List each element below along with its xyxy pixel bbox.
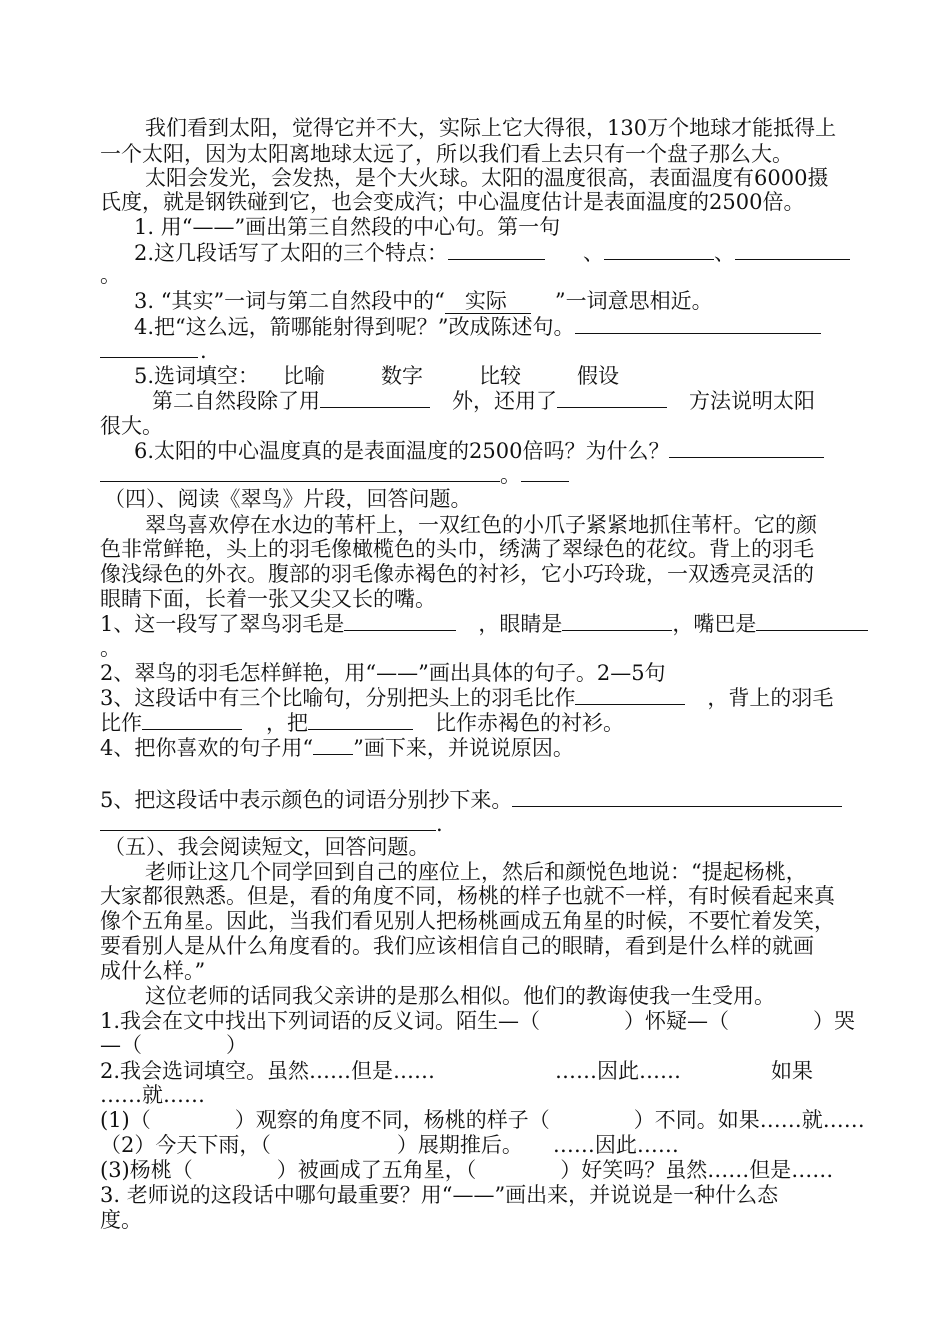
question-1: 1、这一段写了翠鸟羽毛是 ，眼睛是 ，嘴巴是 [100,610,868,638]
question-2: 2.我会选词填空。虽然……但是…… ……因此…… 如果 [100,1059,814,1083]
text-line: 成什么样。” [100,959,206,983]
answer-blank[interactable] [575,684,685,705]
answer-blank[interactable] [735,239,850,260]
text-line: . [100,337,207,365]
text-line: —（ ） [100,1033,247,1057]
blank-item-1: (1)（ ）观察的角度不同，杨桃的样子（ ）不同。如果……就…… [100,1108,865,1132]
text-line: ……就…… [100,1083,205,1107]
section-heading: （五）、我会阅读短文，回答问题。 [104,835,430,859]
answer-blank[interactable] [575,313,821,334]
answer-blank[interactable] [100,337,198,358]
blank-item-2: （2）今天下雨，（ ）展期推后。 ……因此…… [100,1133,679,1157]
text-line: 。 [100,636,121,660]
text-line: 像浅绿色的外衣。腹部的羽毛像赤褐色的衬衫，它小巧玲珑，一双透亮灵活的 [100,562,814,586]
text-line: . [100,810,443,838]
answer-blank[interactable] [448,239,545,260]
question-3: 3、这段话中有三个比喻句，分别把头上的羽毛比作 ，背上的羽毛 [100,686,834,710]
text-line: 度。 [100,1208,142,1232]
answer-blank[interactable] [512,786,842,807]
question-2: 2.这几段话写了太阳的三个特点： 、 、 [134,239,850,267]
answer-blank[interactable] [669,437,824,458]
text-line: 翠鸟喜欢停在水边的苇杆上，一双红色的小爪子紧紧地抓住苇杆。它的颜 [145,513,817,537]
answer-blank[interactable] [756,610,868,631]
text-line: 。 [100,461,569,489]
question-1: 1.我会在文中找出下列词语的反义词。陌生—（ ）怀疑—（ ）哭 [100,1009,856,1033]
text-line: 一个太阳，因为太阳离地球太远了，所以我们看上去只有一个盘子那么大。 [100,142,793,166]
text-line: 氏度，就是钢铁碰到它，也会变成汽；中心温度估计是表面温度的2500倍。 [100,190,805,214]
text-line: 大家都很熟悉。但是，看的角度不同，杨桃的样子也就不一样，有时候看起来真 [100,884,835,908]
text-line: 很大。 [100,414,163,438]
text-line: 比作 ，把 比作赤褐色的衬衫。 [100,711,624,735]
question-5: 5、把这段话中表示颜色的词语分别抄下来。 [100,786,842,814]
text-line: 眼睛下面，长着一张又尖又长的嘴。 [100,587,436,611]
question-1: 1. 用“——”画出第三自然段的中心句。第一句 [134,215,561,239]
text-line: 我们看到太阳，觉得它并不大，实际上它大得很，130万个地球才能抵得上 [145,116,837,140]
answer-blank[interactable] [557,387,667,408]
text-line: 太阳会发光，会发热，是个大火球。太阳的温度很高，表面温度有6000摄 [145,166,829,190]
question-3: 3. “其实”一词与第二自然段中的“ 实际 ”一词意思相近。 [134,289,713,313]
text-line: 要看别人是从什么角度看的。我们应该相信自己的眼睛，看到是什么样的就画 [100,934,814,958]
answer-blank[interactable] [308,709,413,730]
question-4: 4、把你喜欢的句子用“ ”画下来，并说说原因。 [100,736,574,760]
text-line: 色非常鲜艳，头上的羽毛像橄榄色的头巾，绣满了翠绿色的花纹。背上的羽毛 [100,537,814,561]
text-line: 这位老师的话同我父亲讲的是那么相似。他们的教诲使我一生受用。 [145,984,775,1008]
answer-blank[interactable] [344,610,456,631]
question-6: 6.太阳的中心温度真的是表面温度的2500倍吗？为什么？ [134,437,824,465]
blank-item-3: (3)杨桃（ ）被画成了五角星，（ ）好笑吗？虽然……但是…… [100,1158,834,1182]
answer-blank[interactable] [142,709,242,730]
answer-blank[interactable] [320,387,430,408]
answer-blank[interactable] [100,810,436,831]
question-3: 3. 老师说的这段话中哪句最重要？用“——”画出来，并说说是一种什么态 [100,1183,779,1207]
text-line: 。 [100,263,121,287]
answer-blank[interactable] [604,239,714,260]
text-line: 像个五角星。因此，当我们看见别人把杨桃画成五角星的时候，不要忙着发笑， [100,909,835,933]
question-4: 4.把“这么远，箭哪能射得到呢？”改成陈述句。 [134,313,821,341]
question-2: 2、翠鸟的羽毛怎样鲜艳，用“——”画出具体的句子。2—5句 [100,661,666,685]
question-5: 5.选词填空： 比喻 数字 比较 假设 [134,364,620,388]
answer-blank[interactable] [100,461,500,482]
answer-blank[interactable] [562,610,672,631]
answer-blank[interactable] [521,461,569,482]
text-line: 老师让这几个同学回到自己的座位上，然后和颜悦色地说：“提起杨桃， [145,860,807,884]
answer-blank[interactable] [313,734,353,755]
section-heading: （四）、阅读《翠鸟》片段，回答问题。 [104,487,472,511]
text-line: 第二自然段除了用 外，还用了 方法说明太阳 [152,389,815,413]
